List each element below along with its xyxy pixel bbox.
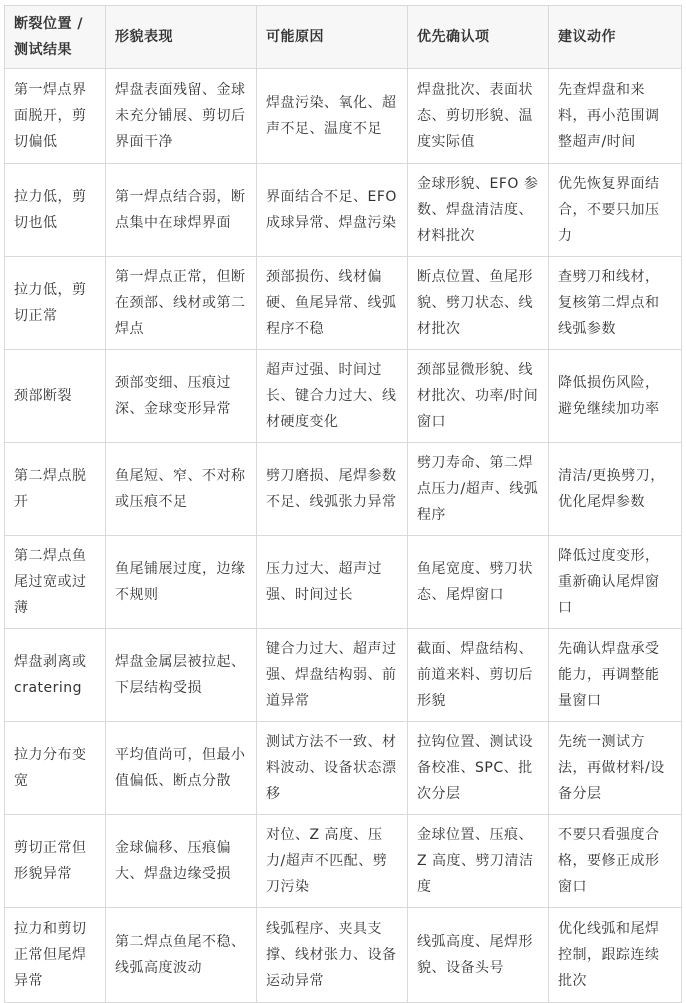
table-row [5,536,682,629]
table-row [5,908,682,1003]
cell-suggested-action: 查劈刀和线材，复核第二焊点和线弧参数 [549,257,682,350]
cell-morphology: 鱼尾短、窄、不对称或压痕不足 [106,443,257,536]
failure-analysis-table [4,5,682,1003]
cell-fracture-location: 拉力和剪切正常但尾焊异常 [5,908,106,1003]
cell-possible-cause: 压力过大、超声过强、时间过长 [257,536,408,629]
header-fracture-location: 断裂位置 / 测试结果 [5,6,106,69]
cell-morphology: 第一焊点正常，但断在颈部、线材或第二焊点 [106,257,257,350]
table-row [5,164,682,257]
header-priority-check: 优先确认项 [408,6,549,69]
cell-priority-check: 金球形貌、EFO 参数、焊盘清洁度、材料批次 [408,164,549,257]
cell-fracture-location: 第一焊点界面脱开，剪切偏低 [5,69,106,164]
table-row [5,722,682,815]
cell-possible-cause: 对位、Z 高度、压力/超声不匹配、劈刀污染 [257,815,408,908]
cell-morphology: 焊盘表面残留、金球未充分铺展、剪切后界面干净 [106,69,257,164]
cell-fracture-location: 第二焊点脱开 [5,443,106,536]
cell-morphology: 焊盘金属层被拉起、下层结构受损 [106,629,257,722]
table-row [5,815,682,908]
table-row [5,69,682,164]
cell-morphology: 金球偏移、压痕偏大、焊盘边缘受损 [106,815,257,908]
cell-possible-cause: 超声过强、时间过长、键合力过大、线材硬度变化 [257,350,408,443]
cell-fracture-location: 拉力分布变宽 [5,722,106,815]
cell-priority-check: 线弧高度、尾焊形貌、设备头号 [408,908,549,1003]
header-morphology: 形貌表现 [106,6,257,69]
cell-priority-check: 断点位置、鱼尾形貌、劈刀状态、线材批次 [408,257,549,350]
cell-possible-cause: 焊盘污染、氧化、超声不足、温度不足 [257,69,408,164]
table-row [5,257,682,350]
cell-possible-cause: 颈部损伤、线材偏硬、鱼尾异常、线弧程序不稳 [257,257,408,350]
header-row [5,6,682,69]
cell-suggested-action: 不要只看强度合格，要修正成形窗口 [549,815,682,908]
cell-priority-check: 截面、焊盘结构、前道来料、剪切后形貌 [408,629,549,722]
cell-suggested-action: 降低过度变形，重新确认尾焊窗口 [549,536,682,629]
table-header [5,6,682,69]
table-row [5,629,682,722]
cell-possible-cause: 界面结合不足、EFO 成球异常、焊盘污染 [257,164,408,257]
cell-priority-check: 焊盘批次、表面状态、剪切形貌、温度实际值 [408,69,549,164]
cell-morphology: 颈部变细、压痕过深、金球变形异常 [106,350,257,443]
cell-possible-cause: 测试方法不一致、材料波动、设备状态漂移 [257,722,408,815]
cell-fracture-location: 焊盘剥离或 cratering [5,629,106,722]
cell-possible-cause: 劈刀磨损、尾焊参数不足、线弧张力异常 [257,443,408,536]
cell-suggested-action: 先统一测试方法，再做材料/设备分层 [549,722,682,815]
table-body [5,69,682,1003]
cell-morphology: 平均值尚可，但最小值偏低、断点分散 [106,722,257,815]
cell-fracture-location: 颈部断裂 [5,350,106,443]
table-row [5,443,682,536]
cell-morphology: 第二焊点鱼尾不稳、线弧高度波动 [106,908,257,1003]
cell-suggested-action: 优化线弧和尾焊控制，跟踪连续批次 [549,908,682,1003]
cell-possible-cause: 线弧程序、夹具支撑、线材张力、设备运动异常 [257,908,408,1003]
cell-morphology: 鱼尾铺展过度，边缘不规则 [106,536,257,629]
cell-fracture-location: 拉力低，剪切也低 [5,164,106,257]
header-suggested-action: 建议动作 [549,6,682,69]
cell-suggested-action: 降低损伤风险，避免继续加功率 [549,350,682,443]
cell-possible-cause: 键合力过大、超声过强、焊盘结构弱、前道异常 [257,629,408,722]
cell-fracture-location: 拉力低，剪切正常 [5,257,106,350]
cell-suggested-action: 先查焊盘和来料，再小范围调整超声/时间 [549,69,682,164]
cell-priority-check: 金球位置、压痕、Z 高度、劈刀清洁度 [408,815,549,908]
table-row [5,350,682,443]
cell-priority-check: 颈部显微形貌、线材批次、功率/时间窗口 [408,350,549,443]
cell-suggested-action: 先确认焊盘承受能力，再调整能量窗口 [549,629,682,722]
header-possible-cause: 可能原因 [257,6,408,69]
cell-priority-check: 拉钩位置、测试设备校准、SPC、批次分层 [408,722,549,815]
cell-priority-check: 鱼尾宽度、劈刀状态、尾焊窗口 [408,536,549,629]
cell-fracture-location: 第二焊点鱼尾过宽或过薄 [5,536,106,629]
cell-suggested-action: 清洁/更换劈刀，优化尾焊参数 [549,443,682,536]
cell-morphology: 第一焊点结合弱，断点集中在球焊界面 [106,164,257,257]
cell-priority-check: 劈刀寿命、第二焊点压力/超声、线弧程序 [408,443,549,536]
cell-fracture-location: 剪切正常但形貌异常 [5,815,106,908]
cell-suggested-action: 优先恢复界面结合，不要只加压力 [549,164,682,257]
